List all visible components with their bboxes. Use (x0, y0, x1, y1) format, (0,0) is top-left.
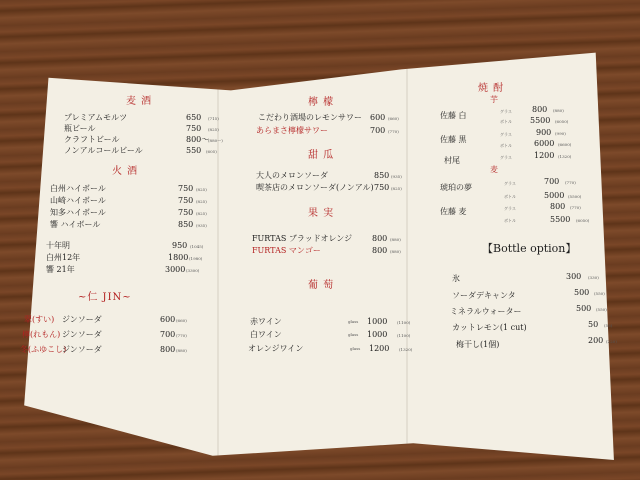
shochu-unit: ボトル (500, 119, 512, 124)
section-title-shochu: 焼 酎 (478, 83, 505, 94)
wine-name: 赤ワイン (250, 317, 282, 326)
whisky-price: 750 (178, 196, 194, 205)
gin-tax: (770) (176, 333, 187, 338)
option-name: 梅干し(1個) (456, 340, 500, 349)
wine-tax: (1100) (397, 320, 411, 325)
melon-tax: (935) (391, 174, 402, 179)
whisky-name: 十年明 (46, 241, 70, 250)
lemon-name: あらまさ檸檬サワー (256, 126, 328, 135)
option-tax: (330) (588, 275, 599, 280)
shochu-tax: (6050) (576, 218, 590, 223)
shochu-tax: (990) (555, 131, 566, 136)
section-title-fruit: 果 実 (308, 208, 335, 219)
beer-tax: (880〜) (208, 138, 223, 143)
shochu-imo-title: 芋 (490, 95, 498, 104)
beer-tax: (605) (206, 149, 217, 154)
shochu-unit: グラス (500, 109, 512, 114)
shochu-tax: (6600) (558, 142, 572, 147)
shochu-unit: グラス (504, 206, 516, 211)
shochu-price: 5500 (530, 116, 551, 125)
shochu-tax: (880) (553, 108, 564, 113)
lemon-price: 600 (370, 113, 386, 122)
whisky-price: 1800 (168, 253, 189, 262)
fruit-name: FURTAS マンゴー (252, 246, 321, 255)
shochu-tax: (770) (565, 180, 576, 185)
beer-name: ノンアルコールビール (64, 146, 143, 155)
whisky-name: 白州12年 (46, 253, 81, 262)
gin-tax: (660) (176, 318, 187, 323)
shochu-tax: (1320) (558, 154, 572, 159)
whisky-tax: (825) (196, 199, 207, 204)
melon-tax: (825) (391, 186, 402, 191)
shochu-name: 佐藤 麦 (440, 207, 467, 216)
shochu-price: 6000 (534, 139, 555, 148)
fruit-price: 800 (372, 246, 388, 255)
whisky-price: 750 (178, 208, 194, 217)
gin-mixer: ジンソーダ (62, 330, 102, 339)
shochu-price: 900 (536, 128, 552, 137)
option-price: 500 (574, 288, 590, 297)
beer-price: 650 (186, 113, 202, 122)
section-title-gin: ~仁 JIN~ (78, 292, 132, 303)
section-title-melon: 甜 瓜 (308, 150, 335, 161)
whisky-tax: (825) (196, 187, 207, 192)
shochu-price: 800 (550, 202, 566, 211)
shochu-mugi-title: 麦 (490, 165, 498, 174)
whisky-tax: (1980) (189, 256, 203, 261)
beer-price: 550 (186, 146, 202, 155)
option-price: 50 (588, 320, 599, 329)
beer-price: 800〜 (186, 135, 210, 144)
option-tax: (550) (596, 307, 607, 312)
section-title-whisky: 火 酒 (112, 166, 139, 177)
beer-price: 750 (186, 124, 202, 133)
section-title-beer: 麦 酒 (126, 96, 153, 107)
option-tax: (550) (594, 291, 605, 296)
shochu-unit: グラス (500, 132, 512, 137)
melon-name: 大人のメロンソーダ (256, 171, 328, 180)
whisky-name: 知多ハイボール (50, 208, 106, 217)
fruit-price: 800 (372, 234, 388, 243)
whisky-price: 3000 (165, 265, 186, 274)
option-name: カットレモン(1 cut) (452, 323, 527, 332)
whisky-tax: (935) (196, 223, 207, 228)
wine-price: 1000 (367, 330, 388, 339)
melon-name: 喫茶店のメロンソーダ(ノンアル) (256, 183, 374, 192)
beer-tax: (825) (208, 127, 219, 132)
shochu-price: 1200 (534, 151, 555, 160)
melon-price: 750 (374, 183, 390, 192)
gin-price: 700 (160, 330, 176, 339)
shochu-price: 700 (544, 177, 560, 186)
section-title-bottle-option: 【Bottle option】 (482, 242, 577, 255)
option-tax: (55) (604, 323, 613, 328)
fruit-tax: (880) (390, 237, 401, 242)
lemon-name: こだわり酒場のレモンサワー (258, 113, 362, 122)
wine-tax: (1320) (399, 347, 413, 352)
whisky-price: 750 (178, 184, 194, 193)
shochu-unit: ボトル (500, 143, 512, 148)
lemon-price: 700 (370, 126, 386, 135)
wine-name: 白ワイン (250, 330, 282, 339)
gin-price: 800 (160, 345, 176, 354)
whisky-tax: (825) (196, 211, 207, 216)
shochu-name: 佐藤 白 (440, 111, 467, 120)
option-price: 200 (588, 336, 604, 345)
whisky-name: 白州ハイボール (50, 184, 106, 193)
shochu-name: 佐藤 黒 (440, 135, 467, 144)
option-name: ソーダデキャンタ (452, 291, 516, 300)
melon-price: 850 (374, 171, 390, 180)
shochu-tax: (5500) (568, 194, 582, 199)
shochu-price: 800 (532, 105, 548, 114)
shochu-tax: (770) (570, 205, 581, 210)
fold-line (217, 40, 219, 460)
shochu-unit: ボトル (504, 218, 516, 223)
shochu-name: 村尾 (444, 156, 460, 165)
wine-price: 1000 (367, 317, 388, 326)
fruit-name: FURTAS ブラッドオレンジ (252, 234, 353, 243)
option-name: 氷 (452, 274, 460, 283)
whisky-price: 950 (172, 241, 188, 250)
gin-mixer: ジンソーダ (62, 315, 102, 324)
wine-unit: glass (350, 346, 361, 351)
beer-tax: (715) (208, 116, 219, 121)
whisky-price: 850 (178, 220, 194, 229)
whisky-tax: (1045) (190, 244, 204, 249)
lemon-tax: (770) (388, 129, 399, 134)
shochu-unit: ボトル (504, 194, 516, 199)
option-price: 500 (576, 304, 592, 313)
lemon-tax: (660) (388, 116, 399, 121)
beer-name: 瓶ビール (64, 124, 96, 133)
wine-name: オレンジワイン (248, 344, 304, 353)
gin-name: 翠(すい) (24, 315, 55, 324)
shochu-price: 5000 (544, 191, 565, 200)
option-name: ミネラルウォーター (450, 307, 522, 316)
beer-name: クラフトビール (64, 135, 120, 144)
shochu-unit: グラス (504, 181, 516, 186)
section-title-wine: 葡 萄 (308, 280, 335, 291)
gin-name: 冬(ふゆこし) (20, 345, 67, 354)
beer-name: プレミアムモルツ (64, 113, 128, 122)
section-title-lemon: 檸 檬 (308, 97, 335, 108)
fold-line (406, 40, 408, 460)
shochu-unit: グラス (500, 155, 512, 160)
whisky-name: 響 21年 (46, 265, 75, 274)
shochu-name: 琥珀の夢 (440, 183, 472, 192)
option-price: 300 (566, 272, 582, 281)
whisky-name: 山崎ハイボール (50, 196, 106, 205)
wine-price: 1200 (369, 344, 390, 353)
whisky-tax: (3300) (186, 268, 200, 273)
gin-tax: (880) (176, 348, 187, 353)
wine-tax: (1100) (397, 333, 411, 338)
shochu-tax: (6050) (555, 119, 569, 124)
wine-unit: glass (348, 332, 359, 337)
shochu-price: 5500 (550, 215, 571, 224)
option-tax: (220) (606, 339, 617, 344)
gin-price: 600 (160, 315, 176, 324)
wine-unit: glass (348, 319, 359, 324)
fruit-tax: (880) (390, 249, 401, 254)
whisky-name: 響 ハイボール (50, 220, 101, 229)
gin-mixer: ジンソーダ (62, 345, 102, 354)
gin-name: 檸(れもん) (22, 330, 61, 339)
